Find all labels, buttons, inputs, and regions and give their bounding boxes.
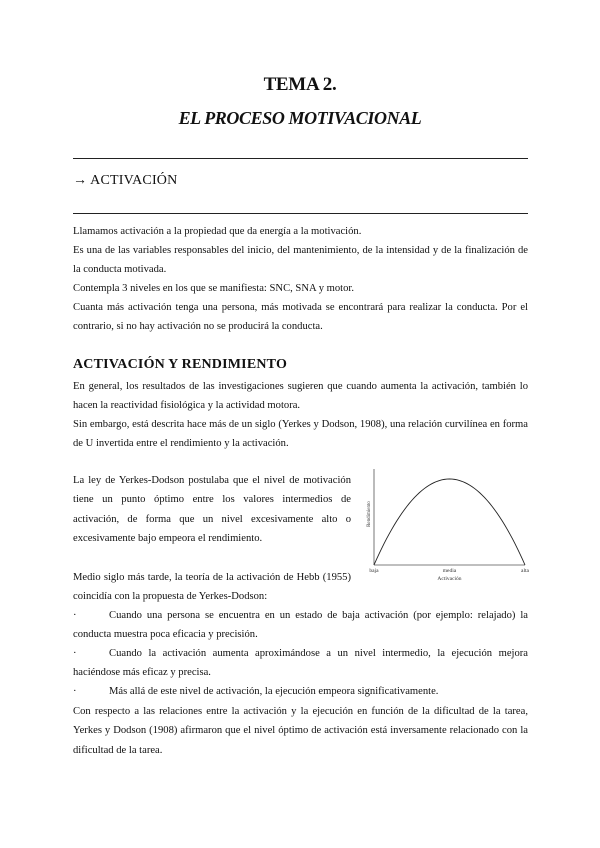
x-tick-label: baja xyxy=(369,568,379,574)
list-item xyxy=(73,682,528,701)
yerkes-dodson-chart xyxy=(360,457,530,587)
list-item xyxy=(73,644,528,683)
divider-top xyxy=(73,158,528,159)
divider-bottom xyxy=(73,213,528,214)
x-tick-label: media xyxy=(442,568,457,574)
bullet-marker: · xyxy=(73,648,77,659)
paragraph: En general, los resultados de las investigaciones sugieren que cuando aumenta la activación, también lo hacen la reactividad fisiológica y la actividad motora. xyxy=(73,381,528,412)
paragraph: Con respecto a las relaciones entre la activación y la ejecución en función de la dificultad de la tarea, Yerkes y Dodson (1908) afirmaron que el nivel óptimo de activación está inversamente relacionado con la dificultad de la tarea. xyxy=(73,706,528,756)
list-item xyxy=(73,606,528,645)
paragraph: Sin embargo, está descrita hace más de un siglo (Yerkes y Dodson, 1908), una relación curvilínea en forma de U invertida entre el rendimiento y la activación. xyxy=(73,419,528,450)
list-item-text: Cuando la activación aumenta aproximándose a un nivel intermedio, la ejecución mejora haciéndose más eficaz y precisa. xyxy=(73,648,528,679)
paragraph: Llamamos activación a la propiedad que da energía a la motivación. xyxy=(73,226,362,237)
bullet-marker: · xyxy=(73,610,77,621)
bullet-marker: · xyxy=(73,686,77,697)
paragraph: Cuanta más activación tenga una persona, más motivada se encontrará para realizar la conducta. Por el contrario, si no hay activación no se producirá la conducta. xyxy=(73,302,528,333)
paragraph-hebb: Medio siglo más tarde, la teoría de la activación de Hebb (1955) coincidía con la propuesta de Yerkes-Dodson: xyxy=(73,572,351,603)
page-title: TEMA 2. xyxy=(263,74,337,95)
list-item-text: Cuando una persona se encuentra en un estado de baja activación (por ejemplo: relajado) la conducta muestra poca eficacia y precisión. xyxy=(73,610,528,641)
paragraph: Es una de las variables responsables del inicio, del mantenimiento, de la intensidad y de la finalización de la conducta motivada. xyxy=(73,245,528,276)
x-axis-label: Activación xyxy=(437,576,462,582)
y-axis-label: Rendimiento xyxy=(367,501,372,527)
section-heading-activacion: → ACTIVACIÓN xyxy=(73,173,178,188)
page-subtitle: EL PROCESO MOTIVACIONAL xyxy=(178,108,422,128)
list-item-text: Más allá de este nivel de activación, la ejecución empeora significativamente. xyxy=(109,686,439,697)
series-line xyxy=(374,479,525,565)
paragraph-yerkes-dodson: La ley de Yerkes-Dodson postulaba que el nivel de motivación tiene un punto óptimo entre los valores intermedios de activación, de forma que un nivel excesivamente alto o excesivamente bajo empeora el rendimiento. xyxy=(73,475,351,544)
x-tick-label: alta xyxy=(521,568,529,574)
paragraph: Contempla 3 niveles en los que se manifiesta: SNC, SNA y motor. xyxy=(73,283,355,294)
section-heading-rendimiento: ACTIVACIÓN Y RENDIMIENTO xyxy=(73,357,288,372)
